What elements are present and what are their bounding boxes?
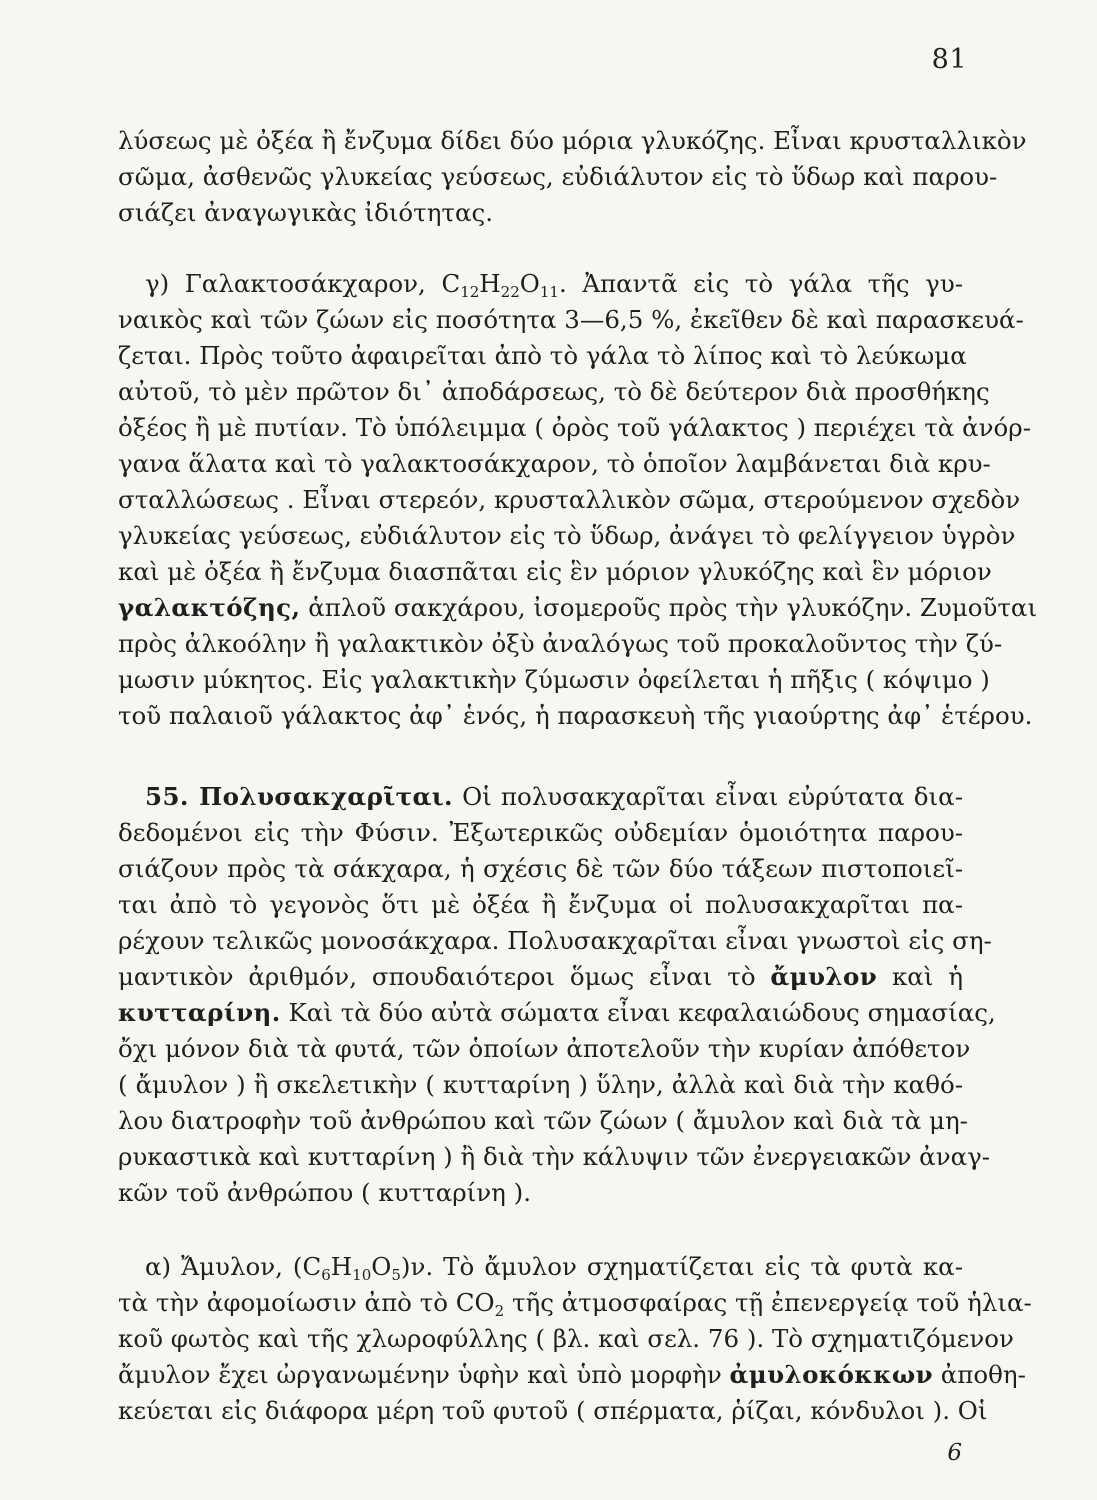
term-amylon: ἄμυλον [770,962,878,991]
text-line: ται ἀπὸ τὸ γεγονὸς ὅτι μὲ ὀξέα ἢ ἔνζυμα οἱ πολυσακχαρῖται πα- [118,890,963,919]
text-line: ρέχουν τελικῶς μονοσάκχαρα. Πολυσακχαρῖται εἶναι γνωστοὶ εἰς ση- [118,926,992,955]
text-line: αὐτοῦ, τὸ μὲν πρῶτον δι᾿ ἀποδάρσεως, τὸ δὲ δεύτερον διὰ προσθήκης [118,377,990,406]
text-line: πρὸς ἀλκοόλην ἢ γαλακτικὸν ὀξὺ ἀναλόγως τοῦ προκαλοῦντος τὴν ζύ- [118,629,1003,658]
text-line: σταλλώσεως . Εἶναι στερεόν, κρυσταλλικὸν σῶμα, στερούμενον σχεδὸν [118,485,1021,514]
signature-mark: 6 [947,1440,962,1466]
text-line-amylon-heading: α) Ἄμυλον, $(C_6H_{10}O_5)\nu$. Τὸ ἄμυλον σχηματίζεται εἰς τὰ φυτὰ κα- [145,1252,963,1284]
text-line: κεύεται εἰς διάφορα μέρη τοῦ φυτοῦ ( σπέρματα, ῥίζαι, κόνδυλοι ). Οἱ [118,1396,988,1425]
page-number: 81 [931,44,967,75]
text-line: σιάζει ἀναγωγικὰς ἰδιότητας. [118,198,494,227]
text-line: ρυκαστικὰ καὶ κυτταρίνη ) ἢ διὰ τὴν κάλυψιν τῶν ἐνεργειακῶν ἀναγ- [118,1142,991,1171]
text-line: λύσεως μὲ ὀξέα ἢ ἔνζυμα δίδει δύο μόρια γλυκόζης. Εἶναι κρυσταλλικὸν [118,126,1027,155]
text-line: κῶν τοῦ ἀνθρώπου ( κυτταρίνη ). [118,1178,531,1207]
text-line: κυτταρίνη. Καὶ τὰ δύο αὐτὰ σώματα εἶναι κεφαλαιώδους σημασίας, [118,998,996,1027]
text-line: καὶ μὲ ὀξέα ἢ ἔνζυμα διασπᾶται εἰς ἓν μόριον γλυκόζης καὶ ἓν μόριον [118,557,992,586]
text-line: ἄμυλον ἔχει ὠργανωμένην ὑφὴν καὶ ὑπὸ μορφὴν ἀμυλοκόκκων ἀποθη- [118,1360,1026,1389]
text-line: σιάζουν πρὸς τὰ σάκχαρα, ἡ σχέσις δὲ τῶν δύο τάξεων πιστοποιεῖ- [118,854,963,883]
formula-galactose: $C_{12}H_{22}O_{11}$ [441,269,559,301]
section-heading-55: 55. Πολυσακχαρῖται. Οἱ πολυσακχαρῖται εἶναι εὐρύτατα δια- [145,782,963,811]
text-line: ὀξέος ἢ μὲ πυτίαν. Τὸ ὑπόλειμμα ( ὀρὸς τοῦ γάλακτος ) περιέχει τὰ ἀνόρ- [118,413,1031,442]
text-line: δεδομένοι εἰς τὴν Φύσιν. Ἐξωτερικῶς οὐδεμίαν ὁμοιότητα παρου- [118,818,963,847]
text-line: ὄχι μόνον διὰ τὰ φυτά, τῶν ὁποίων ἀποτελοῦν τὴν κυρίαν ἀπόθετον [118,1034,971,1063]
text-line-galactose-heading: γ) Γαλακτοσάκχαρον, $C_{12}H_{22}O_{11}$. Ἀπαντᾶ εἰς τὸ γάλα τῆς γυ- [145,269,963,301]
text-line: γλυκείας γεύσεως, εὐδιάλυτον εἰς τὸ ὕδωρ, ἀνάγει τὸ φελίγγειον ὑγρὸν [118,521,1016,550]
text-line: γανα ἅλατα καὶ τὸ γαλακτοσάκχαρον, τὸ ὁποῖον λαμβάνεται διὰ κρυ- [118,449,991,478]
term-galactose: γαλακτόζης, [118,593,301,622]
formula-amylon: $C_6H_{10}O_5$ [302,1252,401,1284]
text-line: μαντικὸν ἀριθμόν, σπουδαιότεροι ὅμως εἶναι τὸ ἄμυλον καὶ ἡ [118,962,963,991]
text-line: κοῦ φωτὸς καὶ τῆς χλωροφύλλης ( βλ. καὶ σελ. 76 ). Τὸ σχηματιζόμενον [118,1324,1014,1353]
text-line: τὰ τὴν ἀφομοίωσιν ἀπὸ τὸ $CO_2$ τῆς ἀτμοσφαίρας τῇ ἐπενεργείᾳ τοῦ ἡλια- [118,1288,1032,1320]
text-line: ( ἄμυλον ) ἢ σκελετικὴν ( κυτταρίνη ) ὕλην, ἀλλὰ καὶ διὰ τὴν καθό- [118,1070,963,1099]
text-line: λου διατροφὴν τοῦ ἀνθρώπου καὶ τῶν ζώων ( ἄμυλον καὶ διὰ τὰ μη- [118,1106,968,1135]
term-starch-granules: ἀμυλοκόκκων [729,1360,933,1389]
section-title: 55. Πολυσακχαρῖται. [145,782,453,811]
text-line: ναικὸς καὶ τῶν ζώων εἰς ποσότητα 3—6,5 %, ἐκεῖθεν δὲ καὶ παρασκευά- [118,305,1024,334]
text-line: ζεται. Πρὸς τοῦτο ἀφαιρεῖται ἀπὸ τὸ γάλα τὸ λίπος καὶ τὸ λεύκωμα [118,341,967,370]
formula-co2: $CO_2$ [455,1288,505,1320]
text-line: τοῦ παλαιοῦ γάλακτος ἀφ᾿ ἑνός, ἡ παρασκευὴ τῆς γιαούρτης ἀφ᾿ ἑτέρου. [118,701,1033,730]
text-line: γαλακτόζης, ἁπλοῦ σακχάρου, ἰσομεροῦς πρὸς τὴν γλυκόζην. Ζυμοῦται [118,593,1038,622]
text-line: σῶμα, ἀσθενῶς γλυκείας γεύσεως, εὐδιάλυτον εἰς τὸ ὕδωρ καὶ παρου- [118,162,998,191]
text-line: μωσιν μύκητος. Εἰς γαλακτικὴν ζύμωσιν ὀφείλεται ἡ πῆξις ( κόψιμο ) [118,665,990,694]
term-cellulose: κυτταρίνη. [118,998,281,1027]
